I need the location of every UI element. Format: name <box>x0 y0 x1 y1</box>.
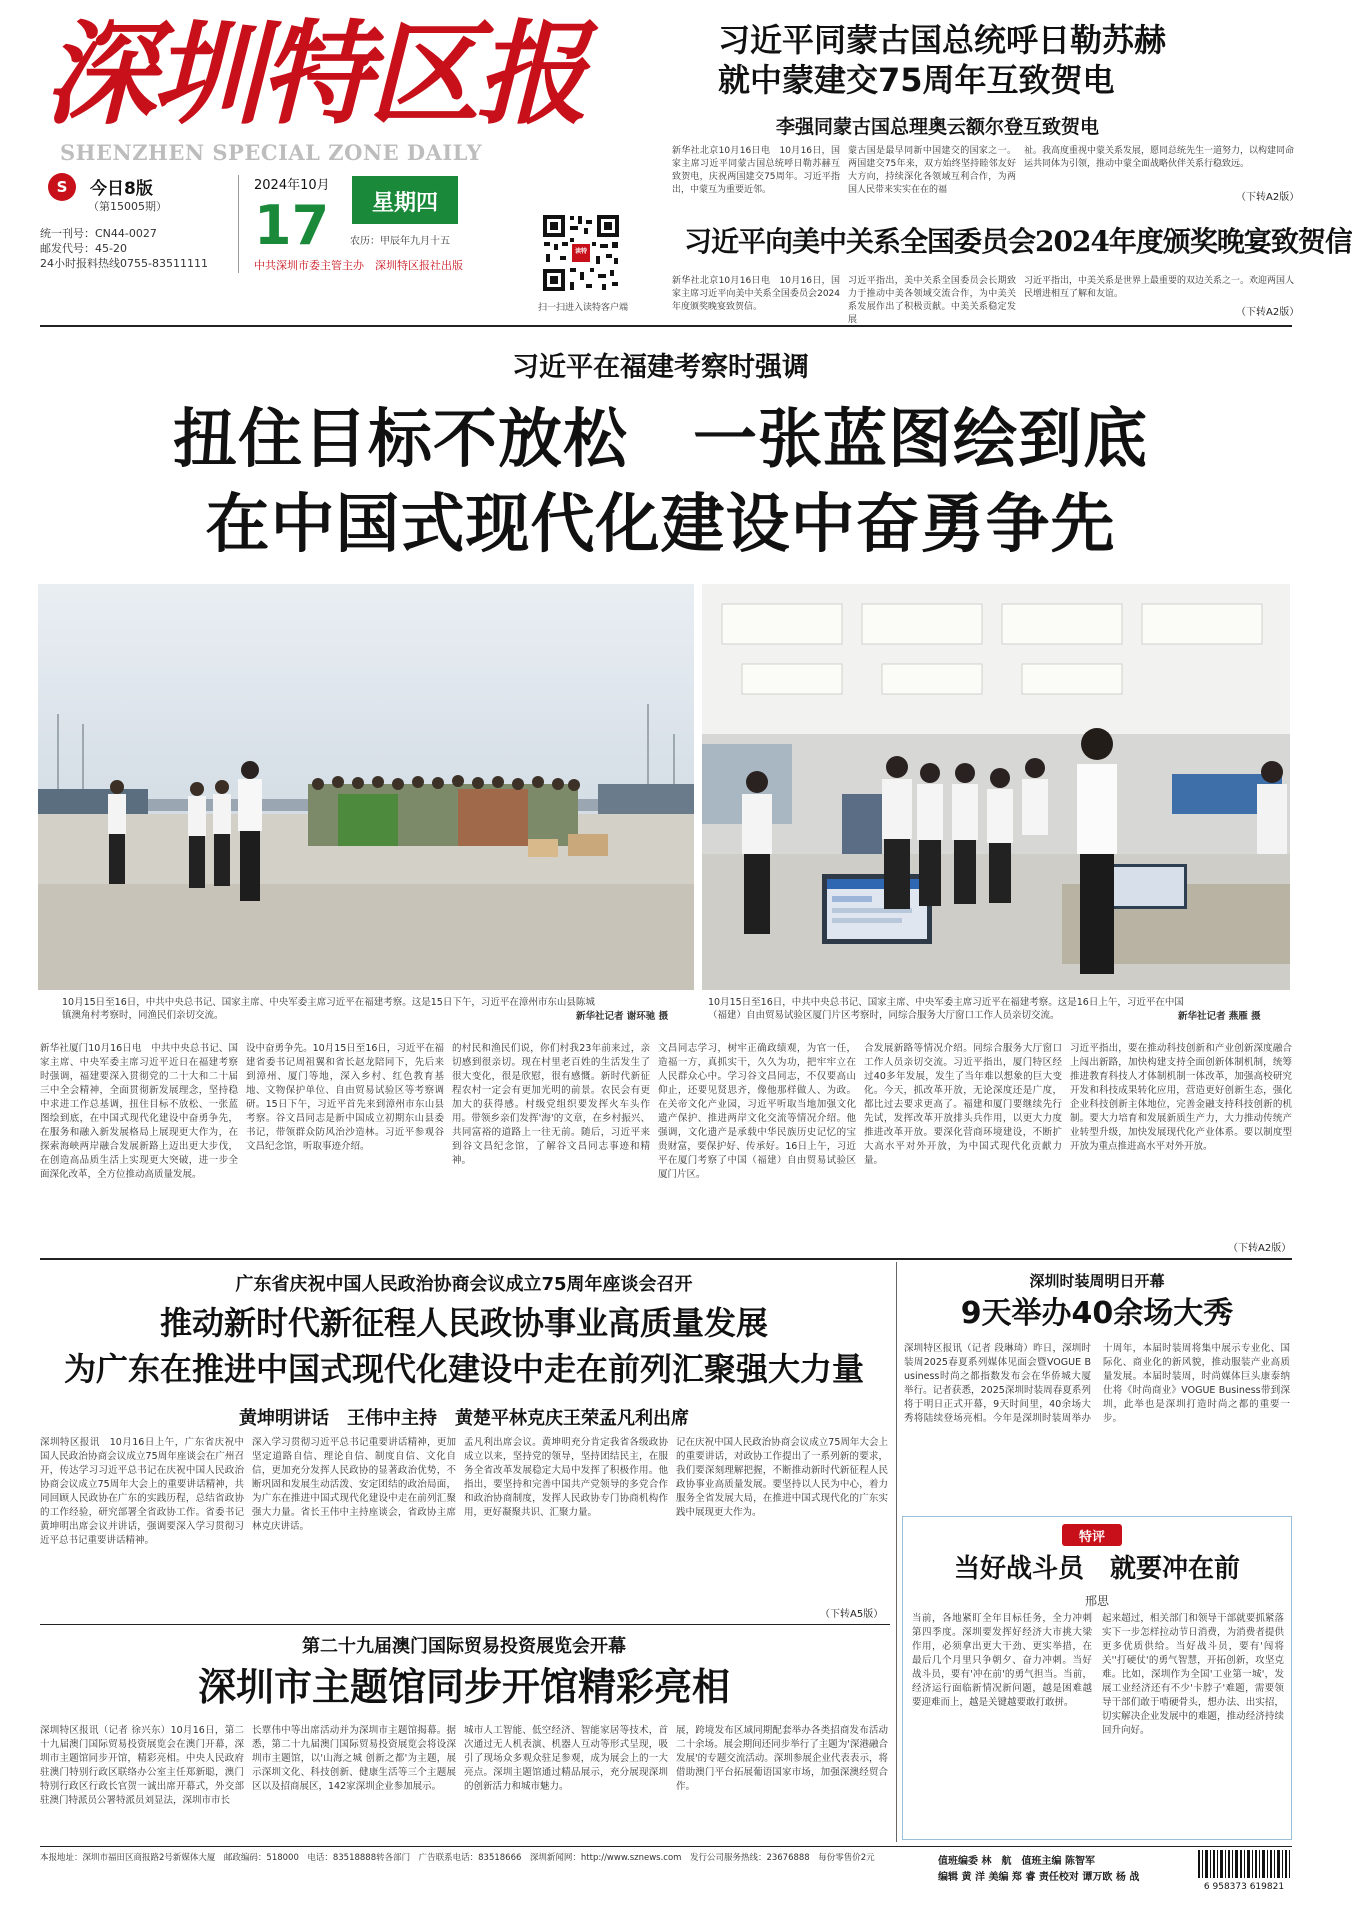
commentary-headline[interactable]: 当好战斗员 就要冲在前 <box>953 1554 1240 1584</box>
lead-headline-1[interactable]: 扭住目标不放松 一张蓝图绘到底 <box>173 403 1148 477</box>
lead-headline-2[interactable]: 在中国式现代化建设中奋勇争先 <box>205 488 1116 562</box>
top-story-2-col-1: 新华社北京10月16日电 10月16日，国家主席习近平向美中关系全国委员会2024年度颁奖晚宴致贺信。 <box>672 276 840 312</box>
lead-body-col-6: 习近平指出，要在推动科技创新和产业创新深度融合上闯出新路，加快构建支持全面创新体制机制，统筹推进教育科技人才体制机制一体改革，加强高校研究开发和科技成果转化应用，营造更好创新生态，强化企业科技创新主体地位，完善金融支持科技创新的机制。要大力培育和发展新质生产力，大力推动传统产业转型升级，加快发展现代化产业体系。要以制度型开放为重点推进高水平对外开放。 <box>1070 1043 1292 1152</box>
barcode-graphic <box>1196 1850 1292 1878</box>
cppcc-body-col-4: 记在庆祝中国人民政治协商会议成立75周年大会上的重要讲话，对政协工作提出了一系列新的要求，我们要深刻理解把握，不断推动新时代新征程人民政协事业高质量发展。要坚持以人民为中心，着力服务全省发展大局，在推进中国式现代化的广东实践中展现更大作为。 <box>676 1437 888 1518</box>
top-story-1-col-3: 祉。我高度重视中蒙关系发展，愿同总统先生一道努力，以构建同命运共同体为引领，推动中蒙全面战略伙伴关系行稳致远。 <box>1024 146 1295 169</box>
commentary-col-1: 当前，各地紧盯全年目标任务，全力冲刺第四季度。深圳要发挥好经济大市挑大梁作用，必须拿出更大干劲、更实举措，在最后几个月里只争朝夕、奋力冲刺。当好战斗员，要有'冲在前'的勇气担当。当前，经济运行面临新情况新问题，越是困难越要迎难而上，越是关键越要敢打敢拼。 <box>912 1613 1092 1708</box>
edition-badge-icon: S <box>48 173 76 201</box>
top-story-1-col-2: 蒙古国是最早同新中国建交的国家之一。两国建交75年来，双方始终坚持睦邻友好大方向，持续深化各领域互利合作，为两国人民带来实实在在的福 <box>848 146 1016 195</box>
macao-expo-col-2: 长覃伟中等出席活动并为深圳市主题馆揭幕。据悉，第二十九届澳门国际贸易投资展览会将设深圳市主题馆，以'山海之城 创新之都'为主题，展示深圳文化、科技创新、健康生活等三个主题展区以及招商展区，142家深圳企业参加展示。 <box>252 1725 456 1792</box>
macao-expo-col-4: 展，跨境发布区域同期配套举办各类招商发布活动二十余场。展会期间还同步举行了主题为'深港融合发展'的专题交流活动。深圳参展企业代表表示，将借助澳门平台拓展葡语国家市场，加强深澳经贸合作。 <box>676 1725 888 1792</box>
top-story-1-headline-1[interactable]: 习近平同蒙古国总统呼日勒苏赫 <box>718 21 1167 59</box>
macao-expo-col-3: 城市人工智能、低空经济、智能家居等技术，首次通过无人机表演、机器人互动等形式呈现，吸引了现场众多观众驻足参观，成为展会上的一大亮点。深圳主题馆通过精品展示，充分展现深圳的创新活力和城市魅力。 <box>464 1725 668 1792</box>
story2-divider <box>40 1624 890 1625</box>
top-story-1-headline-2[interactable]: 就中蒙建交75周年互致贺电 <box>718 61 1115 99</box>
postal-code: 邮发代号：45-20 <box>40 242 127 255</box>
top-story-1-continued[interactable]: （下转A2版） <box>1232 188 1299 203</box>
lead-body-col-2: 设中奋勇争先。10月15日至16日，习近平在福建省委书记周祖翼和省长赵龙陪同下，先后来到漳州、厦门等地，深入乡村、红色教育基地、文物保护单位、自由贸易试验区等考察调研。15日下午，习近平首先来到漳州市东山县考察。谷文昌同志是新中国成立初期东山县委书记，带领群众防风治沙造林。习近平参观谷文昌纪念馆，听取事迹介绍。 <box>246 1043 444 1152</box>
barcode-number: 6 958373 619821 <box>1203 1882 1285 1892</box>
lead-photo-fishing-village[interactable] <box>38 584 694 990</box>
masthead-divider <box>238 175 239 273</box>
cppcc-headline-1[interactable]: 推动新时代新征程人民政协事业高质量发展 <box>159 1304 768 1342</box>
cn-number: 统一刊号：CN44-0027 <box>40 227 157 240</box>
cppcc-subhead: 黄坤明讲话 王伟中主持 黄楚平林克庆王荣孟凡利出席 <box>239 1408 689 1429</box>
lead-photo-2-caption: 10月15日至16日，中共中央总书记、国家主席、中央军委主席习近平在福建考察。这是16日上午，习近平在中国（福建）自由贸易试验区厦门片区考察时，同综合服务大厅窗口工作人员亲切交流。 <box>708 997 1184 1021</box>
top-story-1-col-1: 新华社北京10月16日电 10月16日，国家主席习近平同蒙古国总统呼日勒苏赫互致贺电，庆祝两国建交75周年。习近平指出，中蒙互为重要近邻。 <box>672 146 840 195</box>
masthead-english: SHENZHEN SPECIAL ZONE DAILY <box>60 140 483 165</box>
top-story-2-col-3: 习近平指出，中美关系是世界上最重要的双边关系之一。欢迎两国人民增进相互了解和友谊。 <box>1024 276 1295 299</box>
column-divider-vertical <box>896 1262 897 1842</box>
lead-photo-service-hall[interactable] <box>702 584 1290 990</box>
commentary-author: 邢思 <box>1084 1594 1109 1608</box>
masthead-logo: 深圳特区报 <box>44 9 584 140</box>
macao-expo-col-1: 深圳特区报讯（记者 徐兴东）10月16日，第二十九届澳门国际贸易投资展览会在澳门开幕，深圳市主题馆同步开馆，精彩亮相。中央人民政府驻澳门特别行政区联络办公室主任郑新聪，澳门特别行政区行政长官贺一诚出席开幕式，外交部驻澳门特派员公署特派员刘显法，深圳市市长 <box>40 1725 244 1806</box>
top-story-2-headline[interactable]: 习近平向美中关系全国委员会2024年度颁奖晚宴致贺信 <box>684 225 1352 258</box>
lead-body-col-4: 文昌同志学习，树牢正确政绩观，为官一任，造福一方，真抓实干，久久为功，把牢牢立在人民群众心中。学习谷文昌同志，不仅要高山仰止，还要见贤思齐，像他那样做人、为政。在关帝文化产业园，习近平听取当地加强文化遗产保护、推进两岸文化交流等情况介绍。他强调，文化遗产是承载中华民族历史记忆的宝贵财富，要保护好、传承好。16日上午，习近平在厦门考察了中国（福建）自由贸易试验区厦门片区。 <box>658 1043 856 1180</box>
cppcc-body-col-3: 孟凡利出席会议。黄坤明充分肯定我省各级政协成立以来，坚持党的领导，坚持团结民主，在服务全省改革发展稳定大局中发挥了积极作用。他指出，要坚持和完善中国共产党领导的多党合作和政治协商制度，发挥人民政协专门协商机构作用，更好凝聚共识、汇聚力量。 <box>464 1437 668 1518</box>
commentary-col-2: 起来超过，相关部门和领导干部就要抓紧落实下一步怎样拉动节日消费，为消费者提供更多优质供给。当好战斗员，要有'闯将关''打硬仗'的勇气智慧，开拓创新，攻坚克难。比如，深圳作为全国'工业第一城'，发展工业经济还有不少'卡脖子'难题，需要领导干部们敢于啃硬骨头，想办法、出实招，切实解决企业发展中的难题，推动经济持续回升向好。 <box>1102 1613 1284 1736</box>
lead-photo-1-image <box>38 584 694 990</box>
lead-kicker: 习近平在福建考察时强调 <box>512 352 809 383</box>
macao-expo-headline[interactable]: 深圳市主题馆同步开馆精彩亮相 <box>197 1665 730 1709</box>
cppcc-body-col-1: 深圳特区报讯 10月16日上午，广东省庆祝中国人民政治协商会议成立75周年座谈会在广州召开，传达学习习近平总书记在庆祝中国人民政治协商会议成立75周年大会上的重要讲话精神，共同回顾人民政协在广东的实践历程，总结省政协的工作经验，研究部署全省政协工作。省委书记黄坤明出席会议并讲话，强调要深入学习贯彻习近平总书记重要讲话精神。 <box>40 1437 244 1546</box>
lead-body-col-3: 的村民和渔民们说，你们村我23年前来过，亲切感到很亲切。现在村里老百姓的生活发生了很大变化，很是欣慰，很有感慨。新时代新征程农村一定会有更加光明的前景。农民会有更加大的获得感。村级党组织要发挥火车头作用。带领乡亲们发挥'海'的文章，在乡村振兴、共同富裕的道路上一往无前。随后，习近平来到谷文昌纪念馆，了解谷文昌同志事迹和精神。 <box>452 1043 650 1166</box>
lead-photo-2-credit: 新华社记者 燕雁 摄 <box>1178 1011 1261 1022</box>
top-story-2-col-2: 习近平指出，美中关系全国委员会长期致力于推动中美各领域交流合作，为中美关系发展作出了积极贡献。中美关系稳定发展 <box>848 276 1016 325</box>
mid-divider <box>40 1258 1292 1260</box>
macao-expo-kicker: 第二十九届澳门国际贸易投资展览会开幕 <box>302 1636 626 1657</box>
lead-body-col-5: 合发展新路等情况介绍。同综合服务大厅窗口工作人员亲切交流。习近平指出，厦门特区经过40多年发展，发生了当年难以想象的巨大变化。今天，抓改革开放，无论深度还是广度，都比过去要求更高了。福建和厦门要继续先行先试，发挥改革开放排头兵作用，以更大力度推进改革开放。要深化营商环境建设，不断扩大高水平对外开放，为中国式现代化贡献力量。 <box>864 1043 1062 1166</box>
lead-continued[interactable]: （下转A2版） <box>1228 1243 1292 1254</box>
weekday: 星期四 <box>371 191 438 216</box>
lead-photo-1-caption: 10月15日至16日，中共中央总书记、国家主席、中央军委主席习近平在福建考察。这是15日下午，习近平在漳州市东山县陈城镇澳角村考察时，同渔民们亲切交流。 <box>62 997 595 1021</box>
issue-number: （第15005期） <box>88 200 167 213</box>
date-day: 17 <box>254 194 330 257</box>
organizers: 中共深圳市委主管主办 深圳特区报社出版 <box>254 259 463 272</box>
edition-label: 今日8版 <box>90 179 153 199</box>
cppcc-kicker: 广东省庆祝中国人民政治协商会议成立75周年座谈会召开 <box>235 1274 693 1295</box>
fashion-body: 深圳特区报讯（记者 段琳琦）昨日，深圳时装周2025春夏系列媒体见面会暨VOGUE Business时尚之都指数发布会在华侨城大厦举行。记者获悉，2025深圳时装周春夏系列将于明日正式开幕，9天时间里，40余场大秀将陆续登场亮相。今年是深圳时装周举办十周年，本届时装周将集中展示专业化、国际化、商业化的新风貌，推动服装产业高质量发展。本届时装周，时尚媒体巨头康泰纳仕将《时尚商业》VOGUE Business带到深圳，此举也是深圳打造时尚之都的重要一步。 <box>904 1343 1290 1424</box>
cppcc-body-col-2: 深入学习贯彻习近平总书记重要讲话精神，更加坚定道路自信、理论自信、制度自信、文化自信，更加充分发挥人民政协的显著政治优势，不断巩固和发展生动活泼、安定团结的政治局面，为广东在推进中国式现代化建设中走在前列汇聚强大力量。省长王伟中主持座谈会，省政协主席林克庆讲话。 <box>252 1437 456 1532</box>
footer-editors-2: 编辑 黄 洋 美编 郑 睿 责任校对 谭万欧 杨 战 <box>938 1872 1140 1883</box>
qr-code[interactable] <box>540 212 622 294</box>
top-story-2-continued[interactable]: （下转A2版） <box>1232 303 1299 318</box>
lunar-date: 农历：甲辰年九月十五 <box>350 236 450 247</box>
lead-photo-1-credit: 新华社记者 谢环驰 摄 <box>576 1011 669 1022</box>
footer-editors-1: 值班编委 林 航 值班主编 陈智军 <box>938 1856 1095 1867</box>
cppcc-continued[interactable]: （下转A5版） <box>820 1609 884 1620</box>
barcode <box>1196 1850 1292 1884</box>
cppcc-headline-2[interactable]: 为广东在推进中国式现代化建设中走在前列汇聚强大力量 <box>63 1350 864 1388</box>
fashion-kicker: 深圳时装周明日开幕 <box>1029 1272 1165 1290</box>
date-year-month: 2024年10月 <box>254 178 330 193</box>
footer-divider <box>40 1846 1292 1847</box>
commentary-tag-label: 特评 <box>1078 1530 1105 1545</box>
lead-body-col-1: 新华社厦门10月16日电 中共中央总书记、国家主席、中央军委主席习近平近日在福建考察时强调，福建要深入贯彻党的二十大和二十届三中全会精神，全面贯彻新发展理念，坚持稳中求进工作总基调，扭住目标不放松、一张蓝图绘到底，在中国式现代化建设中奋勇争先，在服务和融入新发展格局上展现更大作为，在探索海峡两岸融合发展新路上迈出更大步伐，在创造高品质生活上实现更大突破，进一步全面深化改革，全方位推动高质量发展。 <box>40 1043 238 1180</box>
top-story-1-subhead: 李强同蒙古国总理奥云额尔登互致贺电 <box>776 116 1100 138</box>
lead-photo-2-image <box>702 584 1290 990</box>
qr-caption: 扫一扫进入读特客户端 <box>538 303 629 313</box>
footer-address: 本报地址：深圳市福田区商报路2号新媒体大厦 邮政编码：518000 电话：83518888转各部门 广告联系电话：83518666 深圳新闻网：http://www.sznews.com 发行公司服务热线：23676888 每份零售价2元 <box>40 1853 875 1863</box>
qr-tag: 读特 <box>574 248 587 255</box>
fashion-headline[interactable]: 9天举办40余场大秀 <box>960 1296 1234 1331</box>
hotline: 24小时报料热线0755-83511111 <box>40 257 208 270</box>
top-divider <box>40 325 1292 327</box>
